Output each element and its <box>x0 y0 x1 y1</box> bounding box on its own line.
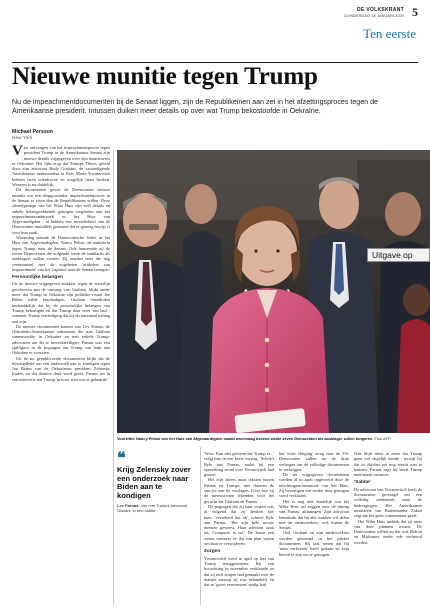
article-column-1 <box>12 145 110 607</box>
section-label: Ten eerste <box>363 26 416 41</box>
page-number: 5 <box>412 5 418 19</box>
subheading: Zorgen <box>204 549 221 555</box>
paragraph: Yovanovitch werd in april op last van Trump teruggeroepen. Bij een hoorzitting in november verklaarde ze dat zij zich zorgen had gemaakt over de manier waarop zij was behandeld, en dat ze 'groot vertrouwen' nodig had. <box>204 555 274 588</box>
paragraph: De nieuwe documenten komen van Lev Parnas, de Oekraïens-Amerikaanse zakenman die met Giuliani samenwerkte in Oekraïne en met enkele Trump-advocaten om dit te bewerkstelligen. Parnas was een spilfiguur in de pogingen om Trump van hulp aan Oekraïne te voorzien. <box>12 323 110 356</box>
pull-quote-text: Krijg Zelensky zover een onderzoek naar Biden aan te kondigen <box>117 465 191 500</box>
paragraph: Woensdag stemde de Democratische leider in het Huis van Afgevaardigden, Nancy Pelosi, de aanklacht tegen Trump naar de Senaat. Ook benoemde zij de zeven Democraten die volgende week de aanklacht als aanklagers zullen voeren. Zij zouden later die dag ceremonieel met de zogeheten 'artikelen van impeachment' van het Capitool naar de Senaat brengen. <box>12 235 110 272</box>
author-name: Michael Persson <box>12 129 53 135</box>
subheading: Persoonlijke belangen <box>12 275 63 281</box>
paragraph: De pogingen dat zij haar wisten was al volgend dat zij denken hoe men...'verzekerd het ok', schreef Ryle aan Parnas. 'Het zijn hele mooie mensen geweest. Haar telefoon staat uit. Computer is uit.' De latere een weten wanneer ze dat van plan waren om haar te verwijderen. <box>204 503 274 547</box>
paragraph: Ook blijft niets in meer dat Trump geen wel degelijk kende - terwijl hij dat in oktober zei nog steeds niet te kennen. Parnas zegt hij heeft Trump meermaals ontmoet. <box>354 451 422 478</box>
publication-date: DONDERDAG 16 JANUARI 2020 <box>344 13 404 18</box>
subheading: 'Sabbe' <box>354 480 371 486</box>
pull-quote-note: , hier met Trumps advocaat Giuliani, in een notitie <box>117 503 187 513</box>
paragraph: Het is nog niet duidelijk wat het Witte Huis zal zeggen over de timing van Parnas' uitlatingen. Zijn advocaat benadrukt dat hij alle stukken wil delen met de onderzoekers, ook buiten de Senaat. <box>279 498 349 531</box>
column-divider <box>113 150 114 605</box>
photo-credit: Foto AFP <box>374 436 391 441</box>
uitgave-overlay-label[interactable]: Uitgave op <box>367 248 430 262</box>
newspaper-brand: DE VOLKSKRANT <box>357 7 404 13</box>
paragraph: Uit de nieuwe vrijgegeven stukken, tegen de waterlijn geschreven aan de omvang van Giuliani, blijkt onder meer dat Trump in Oekraïne zijn politieke rivaal Joe Biden wilde beschadigen. Giuliani benadrukte herhaaldelijk dat hij de persoonlijke belangen van Trump behartigde en dat Trump daar weet van had - wanneer Trump verdediging dat hij als nationaal belang zou zijn. <box>12 281 110 324</box>
article-headline: Nieuwe munitie tegen Trump <box>12 63 318 90</box>
paragraph: De advocaat van Yovanovitch heeft de documenten gevraagd om een volledig onderzoek naar de bedreigingen. Het Amerikaanse ministerie van Buitenlandse Zaken zegt dat het geen commentaar geeft. <box>354 486 422 519</box>
article-intro: Nu de impeachmentdocumenten bij de Senaat liggen, zijn de Republikeinen aan zet in het afzettingsproces tegen de Amerikaanse president. Intussen duiken meer details op over wat Trump bekostoofde in Oekraïne. <box>12 98 378 115</box>
quote-mark-icon: ❝ <box>117 448 126 467</box>
author-city: New York <box>12 136 33 141</box>
paragraph-text: ier ontvangen van het impeachmentproces tegen president Trump in de Amerikaanse Senaat zijn nieuwe details vrijgegeven over zijn manoeuvres in Oekraïne. Het fijht erop dat Trumps Thiers, geleid door zijn advocaat Rudy Giuliani, de zwaardigende Amerikaanse ambassadeur in Kiev Marie Yovanovitch hebben laten schaduwen en mogelijk laten hacken. Waarom is nu duidelijk. <box>12 145 110 188</box>
article-column-2 <box>204 451 274 607</box>
photo-pelosi-press-conference <box>117 150 430 433</box>
pull-quote-attribution <box>117 503 197 513</box>
paragraph: De documenten geven de Democraten nieuwe munitie om een diepgravender impeachmentproces in de Senaat te eisen dan de Republikeinen willen. Deze sleutelgetuige van het Witte Huis zijn veel details en enkele belangwekkende getuigen toegelaten aan het impeachmentonderzoek in het Huis van Afgevaardigden - al hebben een meerderheid van de Democraten inmiddels gesteund dat er genoeg bewijs is voor hun zaak. <box>12 187 110 235</box>
paragraph: Het Witte Huis meldde dat zij niets van deze plannen wisten. De Democraten willen nu dat ook Bolton en Mulvaney onder ede verhoord worden. <box>354 518 422 545</box>
masthead <box>0 0 430 40</box>
paragraph: Uit de nu gepubliceerde documenten blijkt dat de bevoegdheid om een onderzoek aan te kondigen tegen Joe Biden van de Oekraïense president Zelensky kwam, en dat daartoe druk werd gezet. Parnas zei in een interview dat Trump 'precies wist wat er gebeurde'. <box>12 355 110 382</box>
article-column-3 <box>279 451 349 607</box>
article-column-4 <box>354 451 422 607</box>
pull-quote <box>117 448 197 513</box>
photo-caption <box>117 437 417 442</box>
pull-quote-name: Lev Parnas <box>117 503 139 508</box>
paragraph: het 'erste vlieging' terug naar de VS. Democraten zullen nu de druk verhogen om de volledige documenten te verkrijgen. <box>279 451 349 472</box>
paragraph: Het zijn alleen maar teksten tussen Parnas en Trumps, niet daarom de sms'jes van de verslagen. Over hoe zij de nieuwsfeiten tekenden voor het gerucht dat Giuliani en Parnas. <box>204 477 274 504</box>
article-photo <box>117 150 430 433</box>
drop-cap: V <box>12 145 23 159</box>
column-divider <box>200 447 201 605</box>
paragraph <box>12 145 110 187</box>
caption-text: Voorzitter Nancy Pelosi van het Huis van Afgevaardigden maakt woensdag bekend welke zeven Democraten als aanklager zullen fungeren. <box>117 436 374 441</box>
paragraph: Ook Giuliani en zijn medewerkers worden genoemd in het pakket documenten. Hij laat weten dat hij 'niets verkeerds' heeft gedaan en zegt bereid te zijn om te getuigen. <box>279 530 349 557</box>
paragraph: 'Wow. Kan niet geloven dat Trump er...' volgt hier in een korte verslag. 'Schrijft Ryle aan Parnas, nadat bij een opmerking stond over Yovanovitch had gezien. <box>204 451 274 478</box>
paragraph: De nu vrijgegeven documenten worden al in april opgevoerd door de inlichtingencommissie van het Huis. Zij bevestigen wat eerder door getuigen werd verklaard. <box>279 472 349 499</box>
